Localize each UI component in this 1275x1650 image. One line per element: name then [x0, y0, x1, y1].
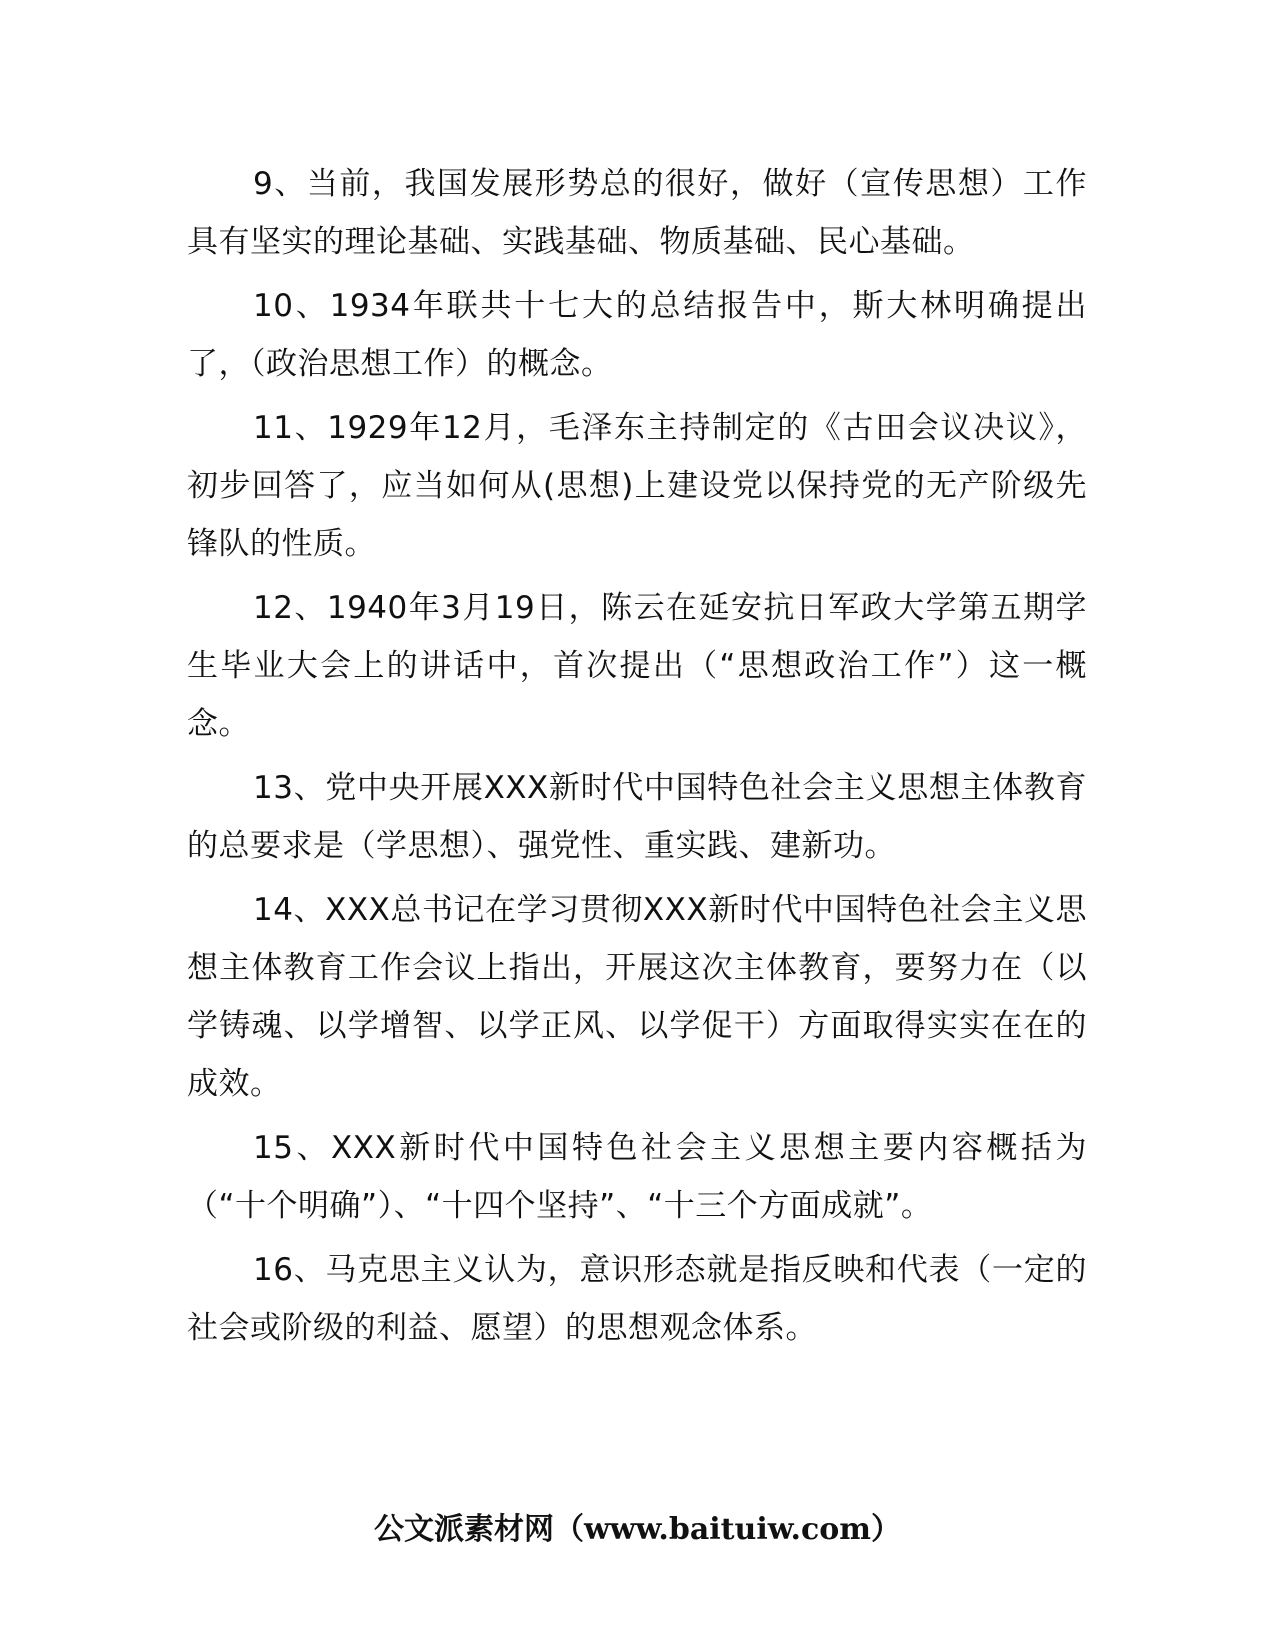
- paragraph-14: 14、XXX总书记在学习贯彻XXX新时代中国特色社会主义思想主体教育工作会议上指出，开展这次主体教育，要努力在（以学铸魂、以学增智、以学正风、以学促干）方面取得实实在在的成效。: [187, 892, 1087, 1102]
- document-body: [187, 155, 1087, 1363]
- paragraph-9: 9、当前，我国发展形势总的很好，做好（宣传思想）工作具有坚实的理论基础、实践基础、物质基础、民心基础。: [187, 166, 1087, 260]
- paragraph-11: 11、1929年12月，毛泽东主持制定的《古田会议决议》，初步回答了，应当如何从(思想)上建设党以保持党的无产阶级先锋队的性质。: [187, 410, 1087, 562]
- paragraph-12: 12、1940年3月19日，陈云在延安抗日军政大学第五期学生毕业大会上的讲话中，首次提出（“思想政治工作”）这一概念。: [187, 590, 1087, 742]
- paragraph-15: 15、XXX新时代中国特色社会主义思想主要内容概括为（“十个明确”）、“十四个坚持”、“十三个方面成就”。: [187, 1130, 1087, 1224]
- paragraph-10: 10、1934年联共十七大的总结报告中，斯大林明确提出了，（政治思想工作）的概念。: [187, 288, 1087, 382]
- page-footer-watermark: 公文派素材网（www.baituiw.com）: [373, 1512, 902, 1547]
- paragraph-13: 13、党中央开展XXX新时代中国特色社会主义思想主体教育的总要求是（学思想）、强党性、重实践、建新功。: [187, 770, 1087, 864]
- paragraph-16: 16、马克思主义认为，意识形态就是指反映和代表（一定的社会或阶级的利益、愿望）的思想观念体系。: [187, 1252, 1087, 1346]
